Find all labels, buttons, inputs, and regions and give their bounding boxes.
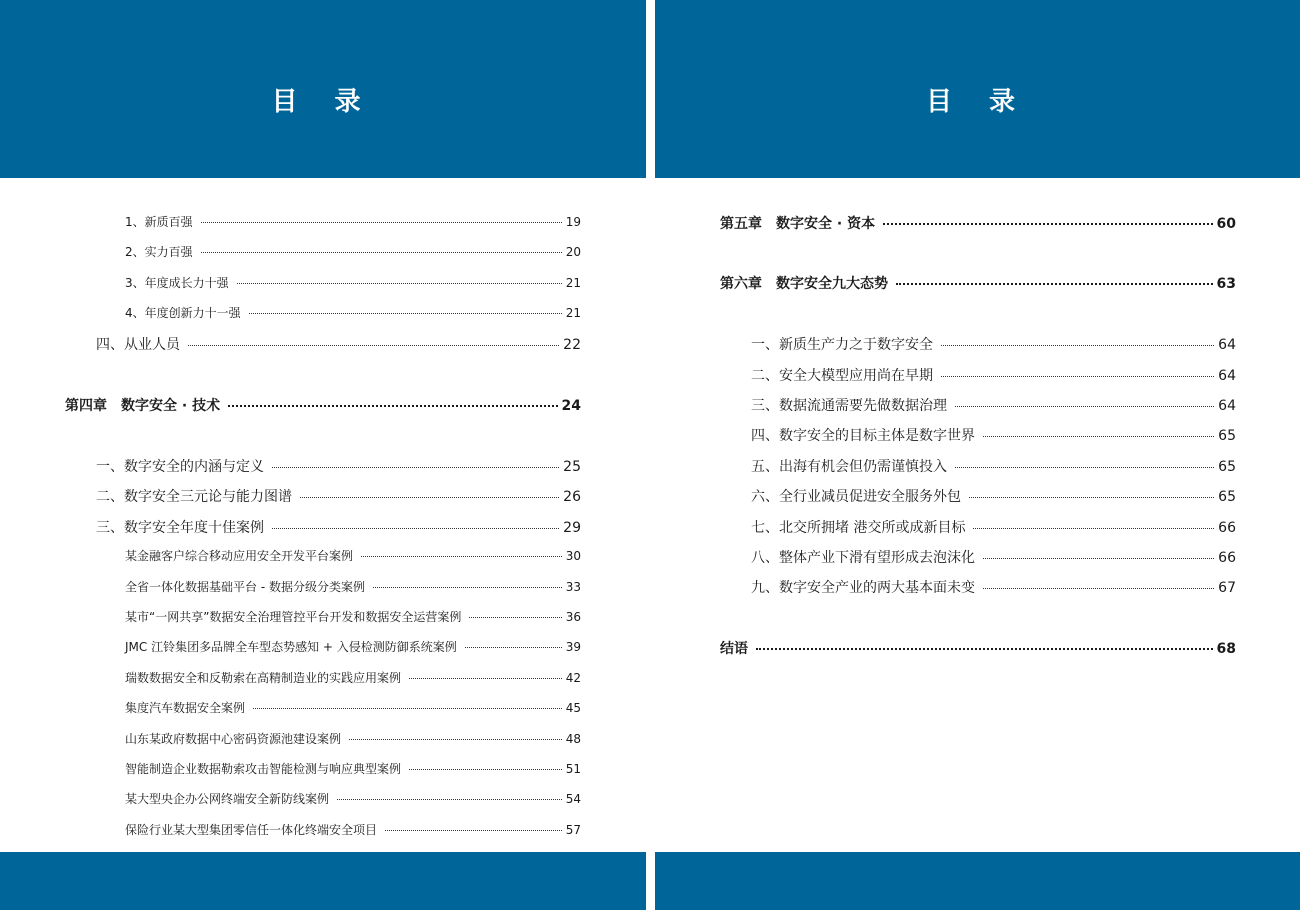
toc-entry-page: 64 <box>1218 368 1236 384</box>
toc-entry-label: JMC 江铃集团多品牌全车型态势感知 + 入侵检测防御系统案例 <box>125 640 457 654</box>
toc-entry[interactable] <box>96 517 581 537</box>
toc-entry[interactable] <box>751 365 1236 385</box>
toc-entry[interactable] <box>751 486 1236 506</box>
leader-dots <box>955 406 1214 407</box>
toc-entry-page: 51 <box>565 762 581 776</box>
toc-entry[interactable] <box>125 274 581 291</box>
leader-dots <box>469 617 561 618</box>
toc-entry-label: 集度汽车数据安全案例 <box>125 701 246 715</box>
toc-entry-label: 第六章 数字安全九大态势 <box>720 276 888 292</box>
toc-chapter[interactable] <box>65 395 581 415</box>
right-page <box>655 0 1300 910</box>
toc-entry[interactable] <box>751 456 1236 476</box>
toc-entry[interactable] <box>125 304 581 321</box>
leader-dots <box>385 830 562 831</box>
toc-entry-label: 1、新质百强 <box>125 215 193 229</box>
toc-entry-label: 2、实力百强 <box>125 245 193 259</box>
toc-entry-label: 一、数字安全的内涵与定义 <box>96 459 264 475</box>
toc-entry-page: 68 <box>1216 641 1236 657</box>
toc-chapter[interactable] <box>720 213 1236 233</box>
toc-entry-label: 四、从业人员 <box>96 337 180 353</box>
toc-entry-page: 33 <box>565 580 581 594</box>
toc-entry-page: 22 <box>563 337 581 353</box>
toc-entry[interactable] <box>96 456 581 476</box>
toc-entry[interactable] <box>125 243 581 260</box>
toc-chapter[interactable] <box>720 273 1236 293</box>
leader-dots <box>973 528 1214 529</box>
leader-dots <box>983 588 1214 589</box>
toc-entry-label: 某市“一网共享”数据安全治理管控平台开发和数据安全运营案例 <box>125 610 462 624</box>
leader-dots <box>300 497 559 498</box>
toc-entry[interactable] <box>125 699 581 716</box>
toc-entry[interactable] <box>125 760 581 777</box>
toc-entry-label: 某金融客户综合移动应用安全开发平台案例 <box>125 549 354 563</box>
leader-dots <box>253 708 562 709</box>
leader-dots <box>409 769 562 770</box>
toc-entry[interactable] <box>751 395 1236 415</box>
toc-entry-label: 第五章 数字安全 · 资本 <box>720 216 876 232</box>
header-band <box>655 0 1300 178</box>
toc-entry-label: 九、数字安全产业的两大基本面未变 <box>751 580 975 596</box>
toc-entry-page: 39 <box>565 640 581 654</box>
leader-dots <box>272 528 559 529</box>
toc-entry-page: 54 <box>565 792 581 806</box>
toc-entry-label: 全省一体化数据基础平台 - 数据分级分类案例 <box>125 580 365 594</box>
toc-entry[interactable] <box>125 578 581 595</box>
toc-entry-label: 六、全行业减员促进安全服务外包 <box>751 489 961 505</box>
toc-entry[interactable] <box>125 638 581 655</box>
toc-entry[interactable] <box>125 821 581 838</box>
toc-entry-page: 26 <box>563 489 581 505</box>
page-title: 目 录 <box>271 87 375 117</box>
toc-entry-page: 64 <box>1218 337 1236 353</box>
leader-dots <box>983 558 1214 559</box>
toc-entry[interactable] <box>125 669 581 686</box>
toc-entry[interactable] <box>125 790 581 807</box>
toc-entry-label: 某大型央企办公网终端安全新防线案例 <box>125 792 330 806</box>
toc-entry-page: 65 <box>1218 459 1236 475</box>
leader-dots <box>465 647 562 648</box>
leader-dots <box>272 467 559 468</box>
toc-entry-page: 36 <box>565 610 581 624</box>
toc-entry-page: 66 <box>1218 520 1236 536</box>
toc-entry-page: 20 <box>565 245 581 259</box>
toc-entry-page: 57 <box>565 823 581 837</box>
toc-entry-label: 第四章 数字安全 · 技术 <box>65 398 221 414</box>
toc-entry-label: 3、年度成长力十强 <box>125 276 229 290</box>
toc-entry[interactable] <box>751 425 1236 445</box>
page-title: 目 录 <box>925 87 1030 117</box>
toc-entry-label: 二、数字安全三元论与能力图谱 <box>96 489 292 505</box>
toc-entry-page: 64 <box>1218 398 1236 414</box>
toc-entry-page: 24 <box>561 398 581 414</box>
toc-entry-label: 一、新质生产力之于数字安全 <box>751 337 933 353</box>
leader-dots <box>955 467 1214 468</box>
toc-entry-page: 25 <box>563 459 581 475</box>
toc-entry[interactable] <box>125 608 581 625</box>
toc-entry-page: 30 <box>565 549 581 563</box>
toc-entry-label: 保险行业某大型集团零信任一体化终端安全项目 <box>125 823 378 837</box>
toc-entry-label: 四、数字安全的目标主体是数字世界 <box>751 428 975 444</box>
toc-entry-page: 21 <box>565 276 581 290</box>
toc-entry[interactable] <box>96 486 581 506</box>
leader-dots <box>756 648 1213 650</box>
toc-entry-page: 19 <box>565 215 581 229</box>
leader-dots <box>983 436 1214 437</box>
toc-entry-label: 结语 <box>720 641 748 657</box>
page-gutter <box>646 0 655 910</box>
toc-entry-page: 60 <box>1216 216 1236 232</box>
toc-entry[interactable] <box>751 517 1236 537</box>
toc-chapter[interactable] <box>720 638 1236 658</box>
leader-dots <box>941 345 1214 346</box>
toc-entry-label: 4、年度创新力十一强 <box>125 306 241 320</box>
leader-dots <box>969 497 1214 498</box>
leader-dots <box>188 345 559 346</box>
leader-dots <box>409 678 562 679</box>
leader-dots <box>941 376 1214 377</box>
header-band <box>0 0 646 178</box>
toc-entry-page: 48 <box>565 732 581 746</box>
left-page <box>0 0 646 910</box>
toc-entry-label: 瑞数数据安全和反勒索在高精制造业的实践应用案例 <box>125 671 402 685</box>
toc-entry-label: 智能制造企业数据勒索攻击智能检测与响应典型案例 <box>125 762 402 776</box>
toc-entry-label: 三、数字安全年度十佳案例 <box>96 520 264 536</box>
toc-entry[interactable] <box>751 334 1236 354</box>
toc-entry-page: 45 <box>565 701 581 715</box>
toc-entry-label: 山东某政府数据中心密码资源池建设案例 <box>125 732 342 746</box>
toc-entry-page: 42 <box>565 671 581 685</box>
leader-dots <box>896 283 1213 285</box>
toc-entry[interactable] <box>96 334 581 354</box>
leader-dots <box>237 283 562 284</box>
toc-entry-page: 65 <box>1218 489 1236 505</box>
toc-entry-label: 二、安全大模型应用尚在早期 <box>751 368 933 384</box>
leader-dots <box>361 556 562 557</box>
toc-entry[interactable] <box>125 213 581 230</box>
toc-entry[interactable] <box>125 547 581 564</box>
footer-band <box>0 852 646 910</box>
leader-dots <box>249 313 562 314</box>
leader-dots <box>337 799 562 800</box>
toc-entry-label: 三、数据流通需要先做数据治理 <box>751 398 947 414</box>
leader-dots <box>373 587 562 588</box>
leader-dots <box>349 739 562 740</box>
leader-dots <box>228 405 557 407</box>
toc-entry[interactable] <box>125 730 581 747</box>
toc-entry-label: 七、北交所拥堵 港交所或成新目标 <box>751 520 966 536</box>
toc-entry-page: 21 <box>565 306 581 320</box>
toc-entry-page: 63 <box>1216 276 1236 292</box>
footer-band <box>655 852 1300 910</box>
toc-entry-page: 66 <box>1218 550 1236 566</box>
leader-dots <box>201 222 562 223</box>
toc-entry[interactable] <box>751 547 1236 567</box>
toc-entry-label: 八、整体产业下滑有望形成去泡沫化 <box>751 550 975 566</box>
toc-entry-label: 五、出海有机会但仍需谨慎投入 <box>751 459 947 475</box>
toc-entry-page: 65 <box>1218 428 1236 444</box>
toc-entry[interactable] <box>751 577 1236 597</box>
toc-entry-page: 67 <box>1218 580 1236 596</box>
toc-entry-page: 29 <box>563 520 581 536</box>
leader-dots <box>201 252 562 253</box>
leader-dots <box>883 223 1212 225</box>
